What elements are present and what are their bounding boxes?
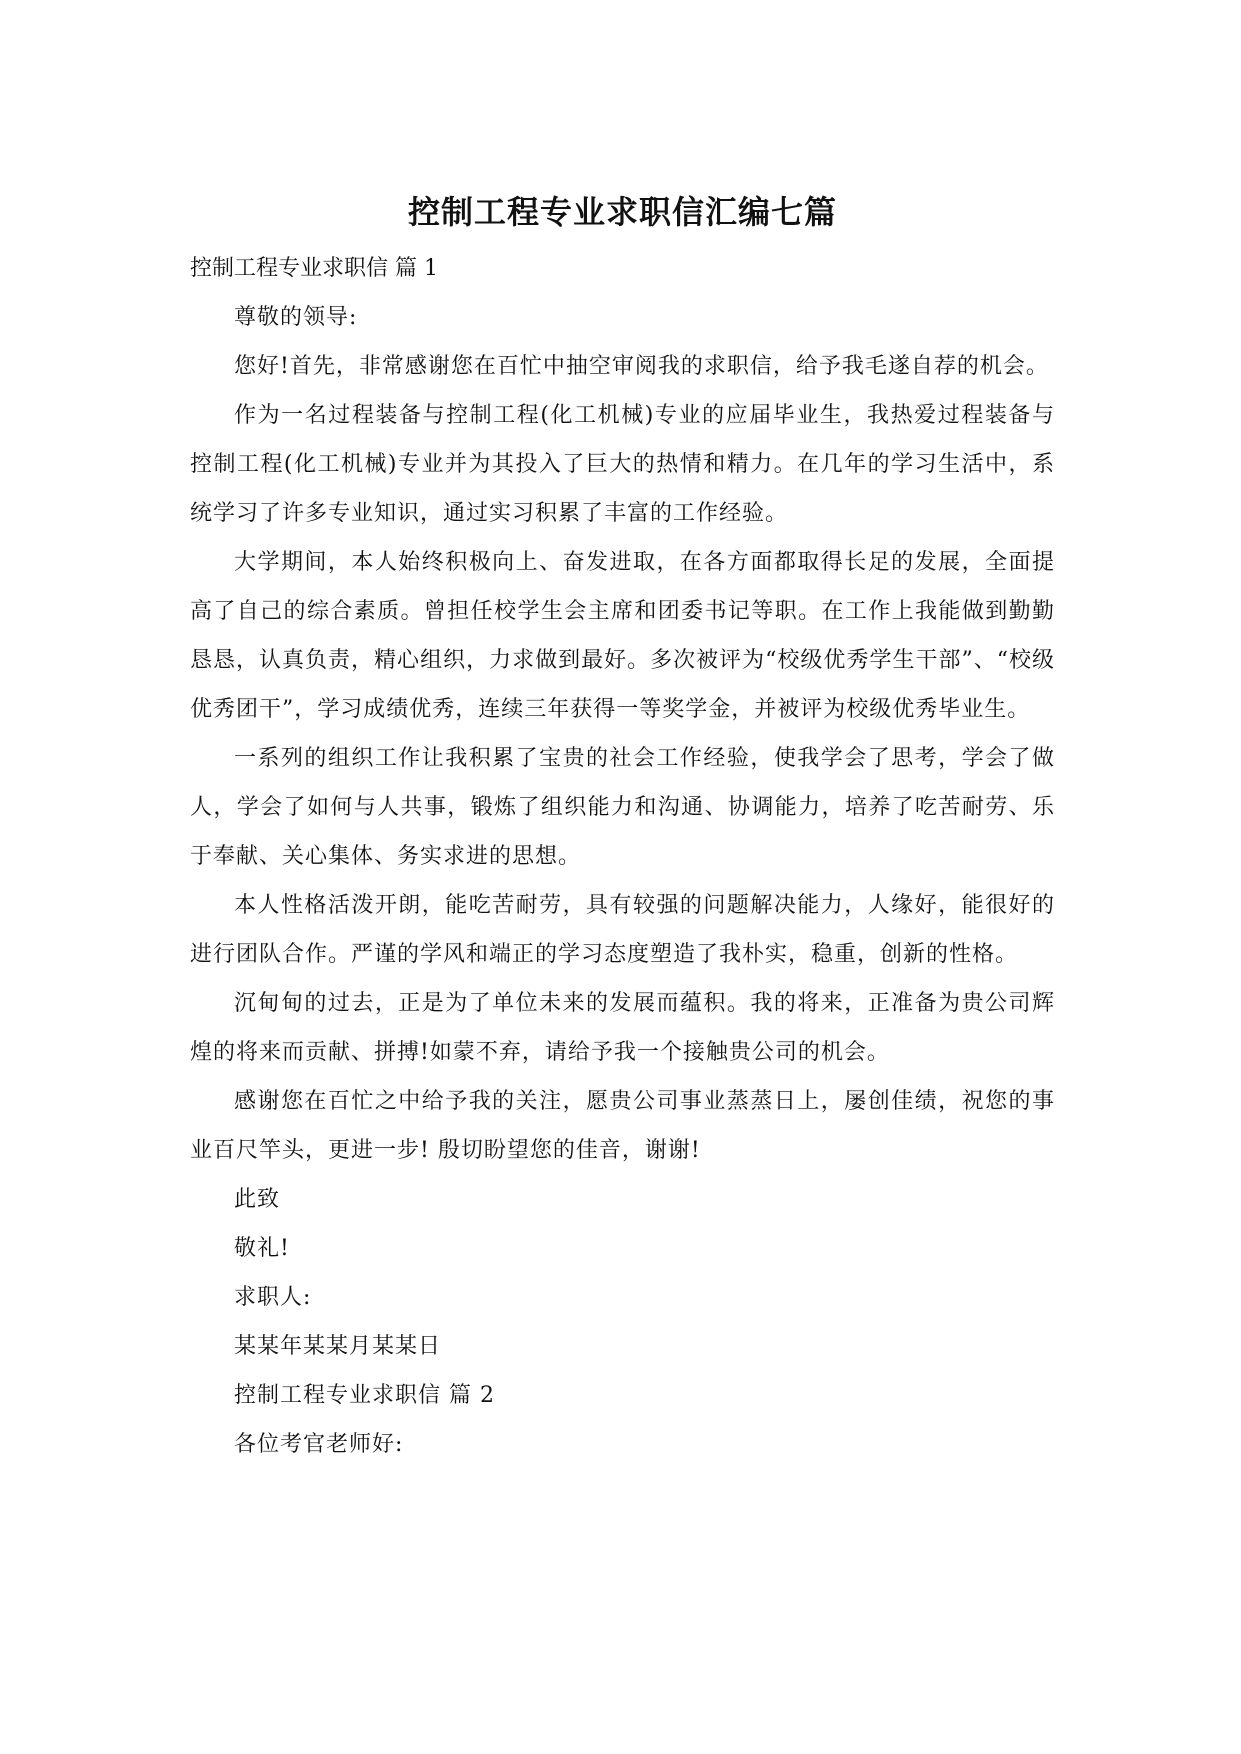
document-title: 控制工程专业求职信汇编七篇 (407, 193, 837, 231)
section-1-heading: 控制工程专业求职信 篇 1 (190, 256, 438, 281)
closing: 此致 (234, 1187, 281, 1212)
paragraph: 感谢您在百忙之中给予我的关注，愿贵公司事业蒸蒸日上，屡创佳绩，祝您的事业百尺竿头，更进一步! 殷切盼望您的佳音，谢谢! (190, 1089, 1055, 1163)
section-2-salutation: 各位考官老师好: (234, 1432, 404, 1457)
paragraph: 一系列的组织工作让我积累了宝贵的社会工作经验，使我学会了思考，学会了做人，学会了如何与人共事，锻炼了组织能力和沟通、协调能力，培养了吃苦耐劳、乐于奉献、关心集体、务实求进的思想。 (190, 746, 1055, 869)
regards: 敬礼! (234, 1236, 290, 1261)
paragraph: 大学期间，本人始终积极向上、奋发进取，在各方面都取得长足的发展，全面提高了自己的综合素质。曾担任校学生会主席和团委书记等职。在工作上我能做到勤勤恳恳，认真负责，精心组织，力求做到最好。多次被评为“校级优秀学生干部”、“校级优秀团干”，学习成绩优秀，连续三年获得一等奖学金，并被评为校级优秀毕业生。 (190, 550, 1055, 722)
date: 某某年某某月某某日 (234, 1334, 442, 1359)
document-page (190, 188, 1055, 1469)
paragraph: 本人性格活泼开朗，能吃苦耐劳，具有较强的问题解决能力，人缘好，能很好的进行团队合作。严谨的学风和端正的学习态度塑造了我朴实，稳重，创新的性格。 (190, 893, 1055, 967)
paragraph: 您好!首先，非常感谢您在百忙中抽空审阅我的求职信，给予我毛遂自荐的机会。 (234, 354, 1049, 379)
salutation: 尊敬的领导: (234, 305, 358, 330)
paragraph: 沉甸甸的过去，正是为了单位未来的发展而蕴积。我的将来，正准备为贵公司辉煌的将来而贡献、拼搏!如蒙不弃，请给予我一个接触贵公司的机会。 (190, 991, 1055, 1065)
paragraph: 作为一名过程装备与控制工程(化工机械)专业的应届毕业生，我热爱过程装备与控制工程(化工机械)专业并为其投入了巨大的热情和精力。在几年的学习生活中，系统学习了许多专业知识，通过实习积累了丰富的工作经验。 (190, 403, 1055, 526)
section-2-heading: 控制工程专业求职信 篇 2 (234, 1383, 495, 1408)
signer: 求职人: (234, 1285, 312, 1310)
